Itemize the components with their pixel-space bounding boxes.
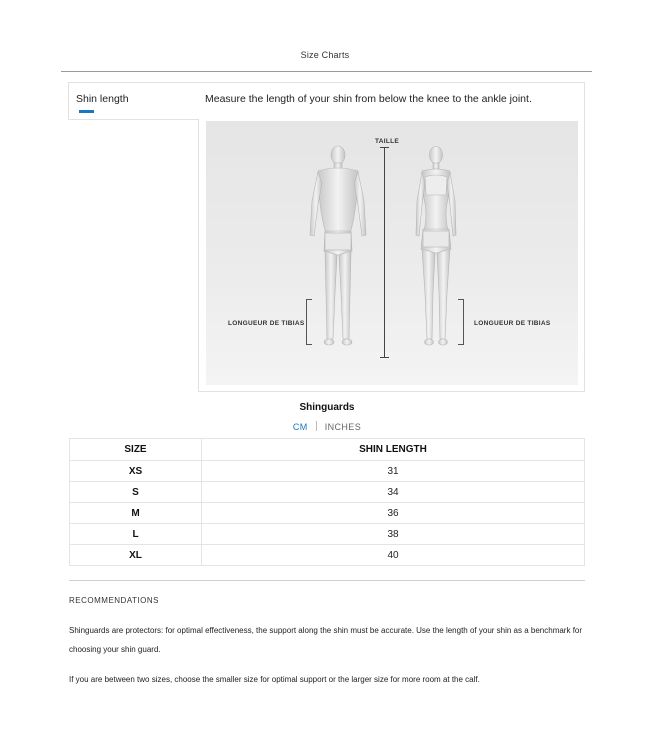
table-row: [70, 545, 585, 566]
size-cell: XS: [70, 461, 202, 482]
bottom-divider: [69, 580, 585, 581]
page-title: Size Charts: [300, 50, 350, 60]
shin-bracket-right: [458, 299, 464, 345]
header-size: SIZE: [70, 439, 202, 461]
size-cell: L: [70, 524, 202, 545]
height-label: TAILLE: [375, 138, 400, 145]
value-cell: 40: [202, 545, 585, 566]
header-shin-length: SHIN LENGTH: [202, 439, 585, 461]
unit-inches-button[interactable]: INCHES: [324, 422, 362, 432]
height-cap-bottom: [380, 357, 389, 358]
recommendations-paragraph-1: Shinguards are protectors: for optimal effectiveness, the support along the shin must be accurate. Use the length of your shin as a benchmark for choosing your shin guard.: [69, 626, 583, 654]
value-cell: 38: [202, 524, 585, 545]
top-divider: [61, 71, 592, 72]
size-cell: M: [70, 503, 202, 524]
shin-label-left: LONGUEUR DE TIBIAS: [228, 320, 305, 327]
measure-instruction: Measure the length of your shin from below the knee to the ankle joint.: [205, 93, 532, 105]
table-row: [70, 461, 585, 482]
value-cell: 31: [202, 461, 585, 482]
size-cell: XL: [70, 545, 202, 566]
table-header-row: [70, 439, 585, 461]
recommendations-heading: RECOMMENDATIONS: [69, 596, 160, 605]
male-silhouette-icon: [304, 143, 372, 361]
shin-bracket-left: [306, 299, 312, 345]
table-row: [70, 503, 585, 524]
tab-shin-length[interactable]: [68, 82, 199, 120]
height-line: [384, 147, 385, 357]
table-row: [70, 524, 585, 545]
unit-toggle: [0, 421, 650, 432]
table-row: [70, 482, 585, 503]
tab-active-indicator: [79, 110, 94, 113]
size-cell: S: [70, 482, 202, 503]
shin-label-right: LONGUEUR DE TIBIAS: [474, 320, 551, 327]
height-cap-top: [380, 147, 389, 148]
tab-label: Shin length: [76, 93, 129, 105]
section-heading: Shinguards: [299, 402, 355, 413]
recommendations-paragraph-2: If you are between two sizes, choose the smaller size for optimal support or the larger size for more room at the calf.: [69, 675, 480, 684]
unit-cm-button[interactable]: CM: [292, 422, 308, 432]
value-cell: 36: [202, 503, 585, 524]
size-table: [69, 438, 585, 566]
value-cell: 34: [202, 482, 585, 503]
body-figure-image: [206, 121, 578, 385]
unit-separator: [316, 421, 317, 431]
